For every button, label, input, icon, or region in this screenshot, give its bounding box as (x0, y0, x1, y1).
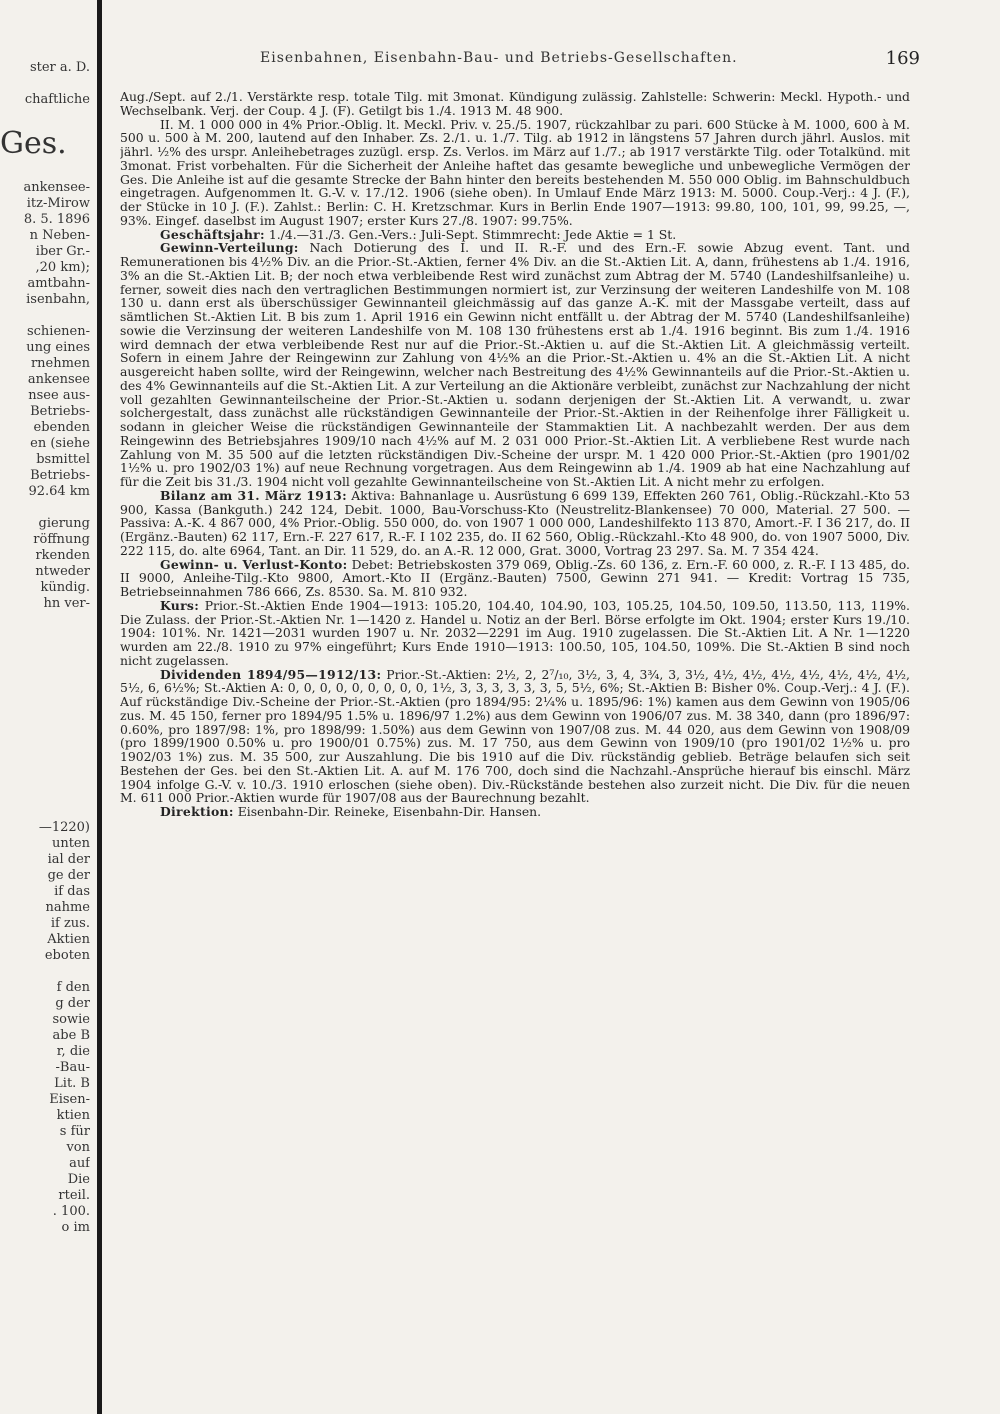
prev-column-line (0, 964, 90, 980)
prev-column-line: eboten (44, 948, 90, 963)
prev-column-line (0, 644, 90, 660)
prev-column-line: en (siehe (30, 436, 90, 451)
prev-column-line: if zus. (50, 916, 90, 931)
prev-column-line: 92.64 km (28, 484, 90, 499)
prev-column-line: gierung (38, 516, 90, 531)
paragraph-lead: Geschäftsjahr: (160, 226, 265, 242)
prev-column-line (0, 772, 90, 788)
prev-column-line (0, 676, 90, 692)
prev-column-line: itz-Mirow (26, 196, 90, 211)
prev-column-line (0, 108, 90, 124)
paragraph-text: Prior.-St.-Aktien Ende 1904—1913: 105.20, 104.40, 104.90, 103, 105.25, 104.50, 109.50, 113.50, 113, 119%. Die Zulass. der Prior.-St.-Aktien Nr. 1—1420 z. Handel u. Notiz an der Berl. Börse erfolgte im Okt. 1904; erster Kurs 19./10. 1904: 101%. Nr. 1421—2031 wurden 1907 u. Nr. 2032—2291 im Aug. 1910 zugelassen. Die St.-Aktien Lit. A Nr. 1—1220 wurden am 22./8. 1910 zu 97% eingeführt; Kurs Ende 1910—1913: 100.50, 105, 104.50, 109%. Die St.-Aktien B sind noch nicht zugelassen. (120, 597, 910, 668)
prev-column-line (0, 612, 90, 628)
page-gutter-edge (97, 0, 102, 1414)
prev-column-line: r, die (56, 1044, 90, 1059)
paragraph-text: Aug./Sept. auf 2./1. Verstärkte resp. totale Tilg. mit 3monat. Kündigung zulässig. Zahlstelle: Schwerin: Meckl. Hypoth.- und Wechselbank. Verj. der Coup. 4 J. (F). Getilgt bis 1./4. 1913 M. 48 900. (120, 90, 910, 118)
paragraph-lead: Bilanz am 31. März 1913: (160, 487, 347, 503)
paragraph-lead: Gewinn-Verteilung: (160, 240, 299, 256)
paragraph-lead: Direktion: (160, 804, 234, 819)
prev-column-line: Aktien (47, 932, 90, 947)
prev-column-line: nahme (45, 900, 90, 915)
prev-column-line: bsmittel (36, 452, 90, 467)
paragraph-text: Nach Dotierung des I. und II. R.-F. und des Ern.-F. sowie Abzug event. Tant. und Remunerationen bis 4½% Div. an die Prior.-St.-Aktien, ferner 4% Div. an die St.-Aktien Lit. A, dann, frühestens ab 1./4. 1916, 3% an die St.-Aktien Lit. B; der noch etwa verbleibende Rest wird zunächst zum Abtrag der M. 5740 (Landeshilfsanleihe) u. ferner, soweit dies nach den vertraglichen Bestimmungen normiert ist, zur Verzinsung der weiteren Landeshilfe von M. 108 130 u. dann erst als überschüssiger Gewinnanteil gleichmässig auf das ganze A.-K. mit der Massgabe verteilt, dass auf sämtlichen St.-Aktien Lit. B bis zum 1. April 1916 ein Gewinn nicht entfällt u. der Abtrag der M. 5740 (Landeshilfsanleihe) sowie die Verzinsung der weiteren Landeshilfe von M. 108 130 frühestens erst ab 1./4. 1916 beginnt. Bis zum 1./4. 1916 wird demnach der etwa verbleibende Rest nur auf die Prior.-St.-Aktien u. auf die St.-Aktien Lit. A gleichmässig verteilt. Sofern in einem Jahre der Reingewinn zur Zahlung von 4½% an die Prior.-St.-Aktien u. 4% an die St.-Aktien Lit. A nicht ausgereicht haben sollte, wird der Reingewinn, welcher nach Bestreitung des 4½% Gewinnanteils auf die Prior.-St.-Aktien u. des 4% Gewinnanteils auf die St.-Aktien Lit. A zur Verteilung an die Aktionäre verbleibt, zunächst zur Nachzahlung der nicht voll gezahlten Gewinnanteilscheine der Prior.-St.-Aktien u. sodann derjenigen der St.-Aktien Lit. A verwandt, u. zwar solchergestalt, dass zunächst alle rückständigen Gewinnanteile der Prior.-St.-Aktien in der Reihenfolge ihrer Fälligkeit u. sodann in gleicher Weise die rückständigen Gewinnanteile der Stammaktien Lit. A nachbezahlt werden. Der aus dem Reingewinn des Betriebsjahres 1909/10 nach 4½% auf M. 2 031 000 Prior.-St.-Aktien Lit. A verbliebene Rest wurde nach Zahlung von M. 35 500 auf die letzten rückständigen Div.-Scheine der urspr. M. 1 420 000 Prior.-St.-Aktien (pro 1901/02 1½% u. pro 1902/03 1%) auf neue Rechnung vorgetragen. Aus dem Reingewinn ab 1./4. 1909 ab hat eine Nachzahlung auf für die Zeit bis 31./3. 1904 nicht voll gezahlte Gewinnanteilscheine von St.-Aktien Lit. A nicht mehr zu erfolgen. (120, 240, 910, 489)
paragraph-lead: Dividenden 1894/95—1912/13: (160, 666, 382, 682)
prev-column-line: ntweder (35, 564, 90, 579)
prev-column-line: . 100. (52, 1204, 90, 1219)
prev-column-line: ankensee- (23, 180, 90, 195)
prev-column-line: n Neben- (29, 228, 90, 243)
prev-column-line (0, 692, 90, 708)
prev-column-line: s für (59, 1124, 90, 1139)
paragraph-direktion (120, 805, 910, 819)
paragraph-text: 1./4.—31./3. Gen.-Vers.: Juli-Sept. Stimmrecht: Jede Aktie = 1 St. (268, 226, 677, 242)
paragraph-text: Aktiva: Bahnanlage u. Ausrüstung 6 699 139, Effekten 260 761, Oblig.-Rückzahl.-Kto 53 900, Kassa (Bankguth.) 242 124, Debit. 1000, Bau-Vorschuss-Kto (Neustrelitz-Blankensee) 70 000, Material. 27 500. — Passiva: A.-K. 4 867 000, 4% Prior.-Oblig. 550 000, do. von 1907 1 000 000, Landeshilfekto 113 870, Amort.-F. I 36 217, do. II (Ergänz.-Bauten) 62 117, Ern.-F. 227 617, R.-F. I 102 235, do. II 62 560, Oblig.-Rückzahl.-Kto 48 900, do. von 1907 5000, Div. 222 115, do. alte 6964, Tant. an Dir. 11 529, do. an A.-R. 12 000, Grat. 3000, Vortrag 23 297. Sa. M. 7 354 424. (120, 487, 910, 558)
prev-column-line: Eisen- (49, 1092, 90, 1107)
prev-column-line (0, 628, 90, 644)
prev-column-line: amtbahn- (27, 276, 90, 291)
prev-column-line (0, 76, 90, 92)
prev-column-line (0, 308, 90, 324)
paragraph-text: Debet: Betriebskosten 379 069, Oblig.-Zs. 60 136, z. Ern.-F. 60 000, z. R.-F. I 13 485, do. II 9000, Anleihe-Tilg.-Kto 9800, Amort.-Kto II (Ergänz.-Bauten) 7500, Gewinn 271 941. — Kredit: Vortrag 15 735, Betriebseinnahmen 786 666, Zs. 8530. Sa. M. 810 932. (120, 556, 910, 599)
prev-column-line (0, 660, 90, 676)
paragraph-geschaeftsjahr (120, 228, 910, 242)
prev-column-line (0, 164, 90, 180)
prev-column-line: g der (55, 996, 90, 1011)
paragraph-gewinn-verlust-konto (120, 558, 910, 599)
paragraph-bilanz (120, 489, 910, 558)
paragraph-text: Eisenbahn-Dir. Reineke, Eisenbahn-Dir. Hansen. (237, 804, 542, 819)
prev-column-line: if das (54, 884, 90, 899)
prev-column-line: ankensee (27, 372, 90, 387)
prev-column-line: hn ver- (43, 596, 90, 611)
prev-column-line (0, 708, 90, 724)
prev-column-line: abe B (52, 1028, 90, 1043)
prev-column-line (0, 724, 90, 740)
prev-column-line (0, 788, 90, 804)
paragraph-text: Prior.-St.-Aktien: 2½, 2, 2⁷/₁₀, 3½, 3, 4, 3¾, 3, 3½, 4½, 4½, 4½, 4½, 4½, 4½, 4½, 5½, 6, 6½%; St.-Aktien A: 0, 0, 0, 0, 0, 0, 0, 0, 0, 1½, 3, 3, 3, 3, 3, 3, 5, 5½, 6%; St.-Aktien B: Bisher 0%. Coup.-Verj.: 4 J. (F.). Auf rückständige Div.-Scheine der Prior.-St.-Aktien (pro 1894/95: 2¼% u. 1895/96: 1%) kamen aus dem Gewinn von 1905/06 zus. M. 45 150, ferner pro 1894/95 1.5% u. 1896/97 1.2%) aus dem Gewinn von 1906/07 zus. M. 38 340, dann (pro 1896/97: 0.60%, pro 1897/98: 1%, pro 1898/99: 1.50%) aus dem Gewinn von 1907/08 zus. M. 44 020, aus dem Gewinn von 1908/09 (pro 1899/1900 0.50% u. pro 1900/01 0.75%) zus. M. 17 750, aus dem Gewinn von 1909/10 (pro 1901/02 1½% u. pro 1902/03 1%) zus. M. 35 500, zur Auszahlung. Die bis 1910 auf die Div. rückständig geblieb. Beträge belaufen sich seit Bestehen der Ges. bei den St.-Aktien Lit. A. auf M. 176 700, doch sind die Nachzahl.-Ansprüche hierauf bis einschl. März 1904 infolge G.-V. v. 10./3. 1910 erloschen (siehe oben). Div.-Rückstände bestehen also zurzeit nicht. Die Div. für die neuen M. 611 000 Prior.-Aktien wurde für 1907/08 aus der Baurechnung bezahlt. (120, 666, 910, 806)
prev-column-line: rkenden (35, 548, 90, 563)
paragraph-prior-oblig-i-terms (120, 90, 910, 118)
prev-column-line: auf (69, 1156, 90, 1171)
paragraph-lead: Kurs: (160, 597, 200, 613)
prev-column-line: nsee aus- (28, 388, 90, 403)
paragraph-kurs (120, 599, 910, 668)
paragraph-gewinn-verteilung (120, 241, 910, 489)
prev-column-line: ,20 km); (35, 260, 90, 275)
paragraph-text: II. M. 1 000 000 in 4% Prior.-Oblig. lt. Meckl. Priv. v. 25./5. 1907, rückzahlbar zu pari. 600 Stücke à M. 1000, 600 à M. 500 u. 500 à M. 200, lautend auf den Inhaber. Zs. 2./1. u. 1./7. Tilg. ab 1912 in längstens 57 Jahren durch jährl. Auslos. mit jährl. ½% des urspr. Anleihebetrages zuzügl. ersp. Zs. Verlos. im März auf 1./7.; ab 1917 verstärkte Tilg. oder Totalkünd. mit 3monat. Frist vorbehalten. Für die Sicherheit der Anleihe haftet das gesamte bewegliche und unbewegliche Vermögen der Ges. Die Anleihe ist auf die gesamte Strecke der Bahn hinter den bereits bestehenden M. 550 000 Oblig. im Bahnschuldbuch eingetragen. Aufgenommen lt. G.-V. v. 17./12. 1906 (siehe oben). In Umlauf Ende März 1913: M. 5000. Coup.-Verj.: 4 J. (F.), der Stücke in 10 J. (F.). Zahlst.: Berlin: C. H. Kretzschmar. Kurs in Berlin Ende 1907—1913: 99.80, 100, 101, 99, 99.25, —, 93%. Eingef. daselbst im August 1907; erster Kurs 27./8. 1907: 99.75%. (120, 116, 910, 228)
prev-column-line: f den (56, 980, 90, 995)
prev-column-line: ktien (56, 1108, 90, 1123)
prev-column-line: ge der (47, 868, 90, 883)
prev-column-line: —1220) (38, 820, 90, 835)
paragraph-lead: Gewinn- u. Verlust-Konto: (160, 556, 348, 572)
prev-column-line: kündig. (40, 580, 90, 595)
prev-column-line: rteil. (58, 1188, 90, 1203)
prev-column-line (0, 740, 90, 756)
main-text-column (120, 90, 910, 1380)
prev-column-line: ster a. D. (29, 60, 90, 75)
prev-column-line (0, 756, 90, 772)
prev-column-line: ial der (47, 852, 90, 867)
prev-column-line: isenbahn, (26, 292, 90, 307)
paragraph-prior-oblig-ii (120, 118, 910, 228)
prev-column-line: unten (51, 836, 90, 851)
prev-column-line (0, 500, 90, 516)
prev-column-line: iber Gr.- (35, 244, 90, 259)
prev-column-line: rnehmen (30, 356, 90, 371)
prev-column-line: von (66, 1140, 90, 1155)
page-header (120, 50, 920, 74)
prev-column-line: Die (67, 1172, 90, 1187)
paragraph-dividenden (120, 668, 910, 806)
prev-column-line: Lit. B (54, 1076, 90, 1091)
prev-column-line: -Bau- (55, 1060, 90, 1075)
prev-column-line (0, 804, 90, 820)
prev-column-line: 8. 5. 1896 (23, 212, 90, 227)
page-number: 169 (885, 48, 920, 69)
prev-column-line: sowie (52, 1012, 90, 1027)
prev-column-line: chaftliche (24, 92, 90, 107)
running-head: Eisenbahnen, Eisenbahn-Bau- und Betriebs-Gesellschaften. (260, 50, 738, 66)
prev-column-line: röffnung (33, 532, 90, 547)
prev-column-line: ung eines (26, 340, 90, 355)
prev-column-line: o im (61, 1220, 90, 1235)
prev-column-line: Betriebs- (30, 404, 90, 419)
prev-column-line: ebenden (33, 420, 90, 435)
prev-column-line: schienen- (26, 324, 90, 339)
prev-column-line: Ges. (0, 126, 67, 161)
previous-page-column-fragment (0, 60, 92, 1390)
prev-column-line: Betriebs- (30, 468, 90, 483)
